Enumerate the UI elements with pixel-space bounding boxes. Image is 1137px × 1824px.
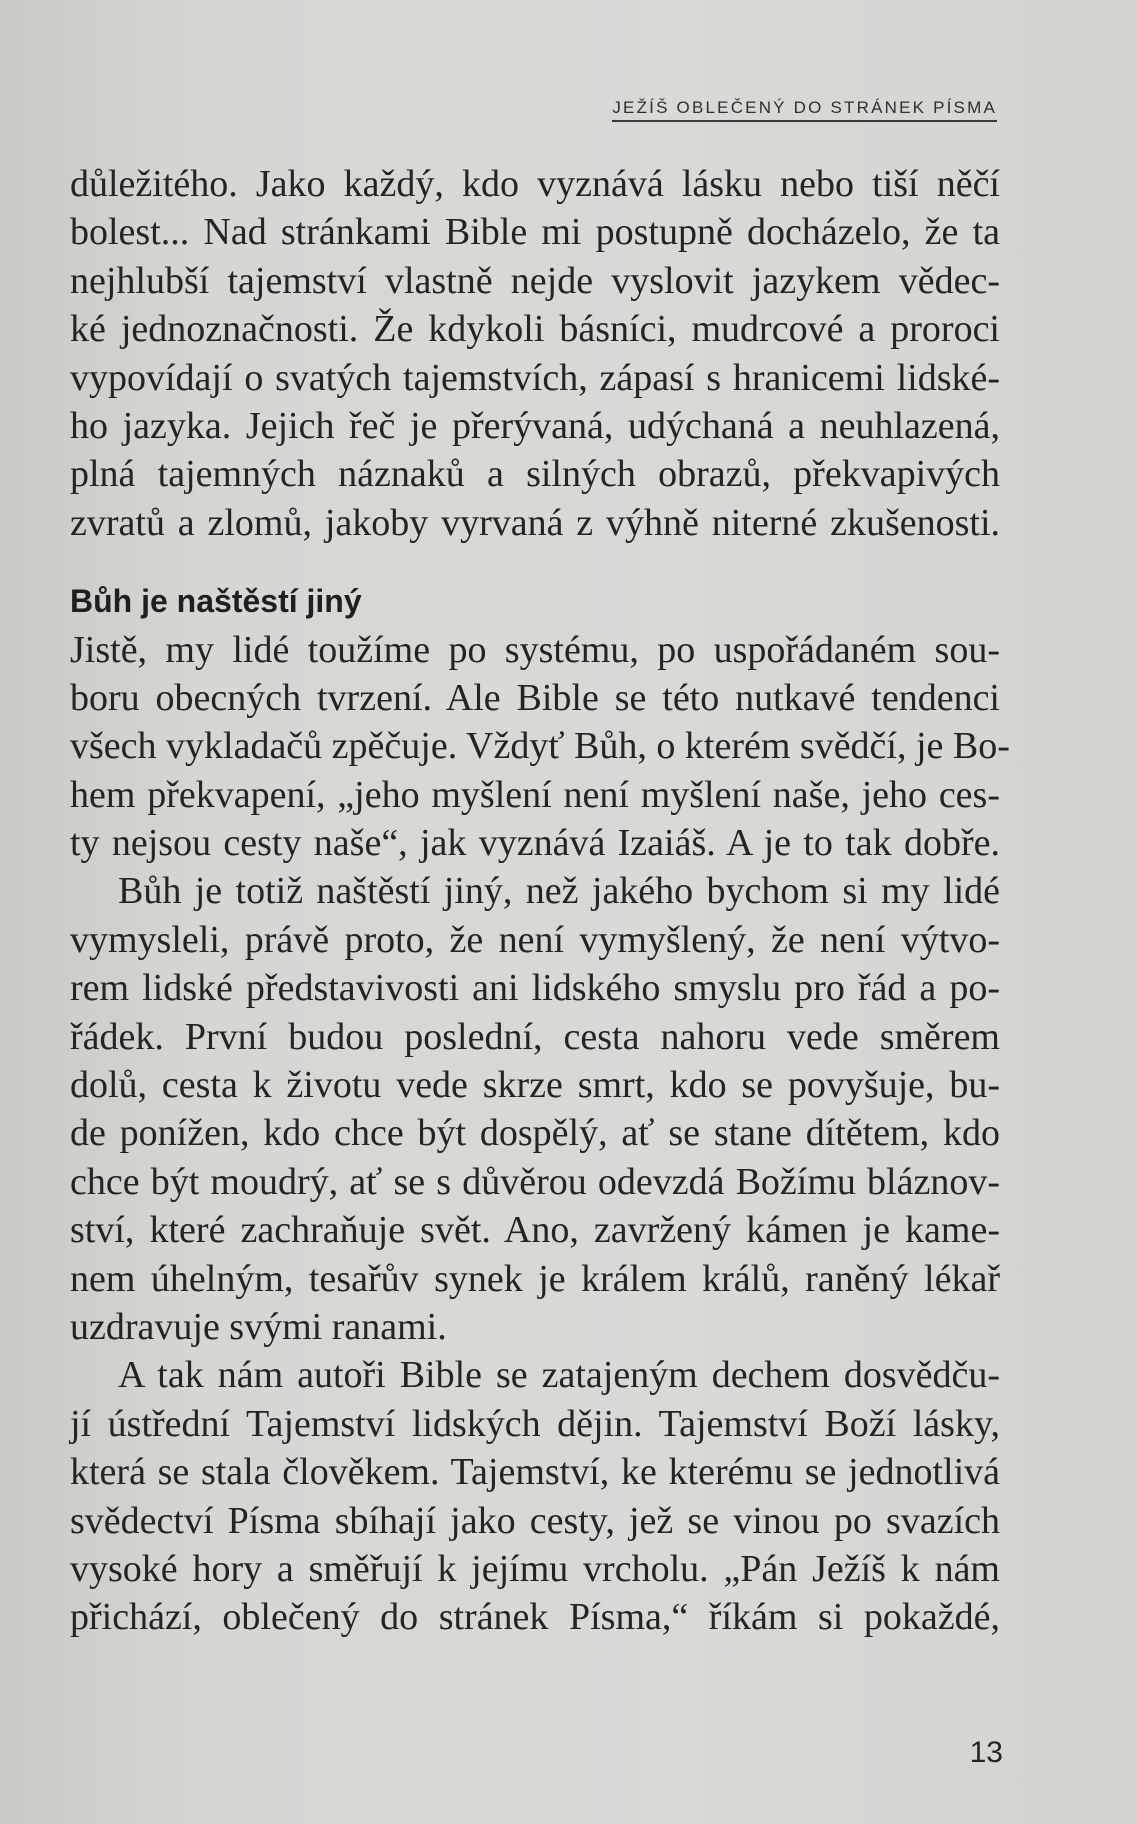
paragraph	[70, 1351, 1000, 1641]
text-line: de ponížen, kdo chce být dospělý, ať se stane dítětem, kdo	[70, 1112, 1000, 1155]
text-line: hem překvapení, „jeho myšlení není myšlení naše, jeho ces-	[70, 773, 1000, 816]
text-line: nejhlubší tajemství vlastně nejde vyslovit jazykem vědec-	[70, 259, 1000, 302]
text-line: přichází, oblečený do stránek Písma,“ říkám si pokaždé,	[70, 1596, 1000, 1639]
text-line: ké jednoznačnosti. Že kdykoli básníci, mudrcové a proroci	[70, 308, 1000, 351]
paragraph	[70, 626, 1010, 868]
text-line: řádek. První budou poslední, cesta nahoru vede směrem	[70, 1015, 1000, 1058]
text-line: ho jazyka. Jejich řeč je přerývaná, udýchaná a neuhlazená,	[70, 404, 1000, 447]
text-line: vypovídají o svatých tajemstvích, zápasí s hranicemi lidské-	[70, 356, 1000, 399]
text-line: svědectví Písma sbíhají jako cesty, jež se vinou po svazích	[70, 1499, 1000, 1542]
text-line: boru obecných tvrzení. Ale Bible se této nutkavé tendenci	[70, 676, 1000, 719]
text-line: vysoké hory a směřují k jejímu vrcholu. „Pán Ježíš k nám	[70, 1547, 1000, 1590]
text-line: uzdravuje svými ranami.	[70, 1305, 447, 1348]
text-line: všech vykladačů zpěčuje. Vždyť Bůh, o kterém svědčí, je Bo-	[70, 725, 1010, 768]
page-number: 13	[969, 1736, 1003, 1769]
text-line: rem lidské představivosti ani lidského smyslu pro řád a po-	[70, 967, 1000, 1010]
text-line: bolest... Nad stránkami Bible mi postupně docházelo, že ta	[70, 211, 1000, 254]
text-line: ství, které zachraňuje svět. Ano, zavržený kámen je kame-	[70, 1209, 1000, 1252]
text-line: jí ústřední Tajemství lidských dějin. Tajemství Boží lásky,	[70, 1402, 1000, 1445]
text-line: důležitého. Jako každý, kdo vyznává lásku nebo tiší něčí	[70, 163, 1000, 205]
body-text	[70, 160, 1010, 1642]
text-line: Bůh je totiž naštěstí jiný, než jakého bychom si my lidé	[118, 870, 1000, 913]
text-line: vymysleli, právě proto, že není vymyšlený, že není výtvo-	[70, 918, 1000, 961]
text-line: která se stala člověkem. Tajemství, ke kterému se jednotlivá	[70, 1451, 1000, 1494]
text-line: Jistě, my lidé toužíme po systému, po uspořádaném sou-	[70, 628, 1000, 671]
text-line: dolů, cesta k životu vede skrze smrt, kdo se povyšuje, bu-	[70, 1064, 1000, 1107]
paragraph	[70, 160, 1000, 547]
text-line: chce být moudrý, ať se s důvěrou odevzdá Božímu bláznov-	[70, 1160, 1000, 1203]
text-line: zvratů a zlomů, jakoby vyrvaná z výhně niterné zkušenosti.	[70, 501, 1000, 544]
section-heading: Bůh je naštěstí jiný	[70, 583, 362, 620]
text-line: ty nejsou cesty naše“, jak vyznává Izaiáš. A je to tak dobře.	[70, 822, 1000, 865]
running-head: JEŽÍŠ OBLEČENÝ DO STRÁNEK PÍSMA	[612, 98, 997, 122]
text-line: nem úhelným, tesařův synek je králem králů, raněný lékař	[70, 1257, 1000, 1300]
paragraph	[70, 867, 1000, 1351]
text-line: plná tajemných náznaků a silných obrazů, překvapivých	[70, 453, 1000, 496]
text-line: A tak nám autoři Bible se zatajeným dechem dosvědču-	[118, 1354, 1000, 1397]
